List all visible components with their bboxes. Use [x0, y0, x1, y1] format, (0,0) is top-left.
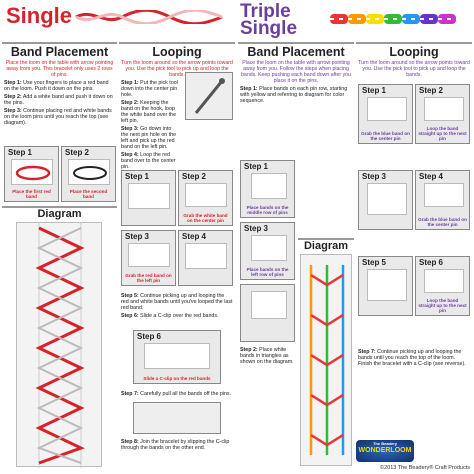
step-illustration: Step 3 [358, 170, 413, 230]
single-bracelet-image [74, 10, 224, 24]
step-illustration: Step 1 [121, 170, 176, 226]
step-illustration: Step 1 Grab the blue band on the center pin [358, 84, 413, 144]
step-illustration: Step 3 Grab the red band on the left pin [121, 230, 176, 286]
step-text: Step 4: Loop the red band over to the center pin. [121, 152, 176, 170]
looping-single-section [119, 42, 235, 472]
band-placement-triple-section [238, 42, 354, 472]
step-illustration: Step 6 Loop the band straight up to the next pin [415, 256, 470, 316]
step-illustration: Step 2 Grab the white band on the center pin [178, 170, 233, 226]
copyright-text: ©2013 The Beadery® Craft Products [380, 465, 470, 471]
title-triple-single: Triple Single [240, 1, 298, 39]
step-text: Step 7: Carefully pull all the bands off the pins. [121, 391, 232, 397]
step-illustration: Step 2 Place the second band [61, 146, 116, 202]
step-text: Step 8: Join the bracelet by slipping the C-clip through the bands on the other end. [121, 439, 230, 451]
step-illustration [240, 284, 295, 342]
step-text: Step 5: Continue picking up and looping the red and white bands until you've looped the last red band. [121, 293, 233, 311]
step-illustration: Step 1 Place the first red band [4, 146, 59, 202]
single-loom-diagram [16, 222, 102, 467]
step-illustration: Step 2 Loop the band straight up to the next pin [415, 84, 470, 144]
step-illustration: Step 1 Place bands on the middle row of pins [240, 160, 295, 218]
step-text: Step 2: Add a white band and push it down on the pins. [4, 94, 113, 106]
logo [4, 372, 54, 412]
diagram-heading: Diagram [298, 238, 354, 252]
step-text: Step 1: Place bands on each pin row, starting with yellow and referring to diagram for color sequence. [240, 86, 348, 104]
step-text: Step 3: Continue placing red and white bands on the loom pins until you reach the top (see diagram). [4, 108, 112, 126]
band-placement-intro: Place the loom on the table with arrow pointing away from you. This bracelet only uses 2 rows of pins. [5, 60, 114, 78]
looping-heading: Looping [119, 42, 235, 59]
step-illustration: Step 6 Slide a C-clip on the red bands [133, 330, 221, 384]
looping-heading: Looping [356, 42, 472, 59]
bracelet-illustration [133, 402, 221, 434]
looping-intro: Turn the loom around so the arrow points toward you. Use the pick tool to pick up and loop the bands. [358, 60, 470, 78]
step-text: Step 7: Continue picking up and looping the bands until you reach the top of the loom. Finish the bracelet with a C-clip (see reverse). [358, 349, 466, 367]
step-illustration: Step 5 [358, 256, 413, 316]
step-illustration: Step 3 Place bands on the left row of pins [240, 222, 295, 280]
step-text: Step 2: Place white bands in triangles as shown on the diagram. [240, 347, 294, 365]
step-text: Step 6: Slide a C-clip over the red bands. [121, 313, 219, 319]
step-illustration: Step 4 Grab the blue band on the center pin [415, 170, 470, 230]
pick-tool-illustration [185, 72, 233, 120]
step-text: Step 1: Put the pick tool down into the center pin hole. [121, 80, 178, 98]
step-text: Step 1: Use your fingers to place a red band on the loom. Push it down on the pins. [4, 80, 109, 92]
wonderloom-logo: The Beadery WONDERLOOM [356, 440, 414, 462]
diagram-heading: Diagram [2, 206, 117, 220]
step-text: Step 2: Keeping the band on the hook, loop the white band over the left pin. [121, 100, 177, 124]
band-placement-heading: Band Placement [238, 42, 354, 59]
title-single: Single [6, 3, 73, 28]
step-text: Step 3: Go down into the next pin hole on the left and pick up the red band on the left pin. [121, 126, 177, 150]
looping-triple-section [356, 42, 472, 472]
triple-loom-diagram [300, 254, 352, 466]
band-placement-intro: Place the loom on the table with arrow pointing away from you. Follow the steps when placing bands. Keep pushing each band down after you place it on the pins. [241, 60, 351, 84]
triple-bracelet-image [325, 4, 470, 34]
step-illustration: Step 4 [178, 230, 233, 286]
band-placement-heading: Band Placement [2, 42, 117, 59]
looping-intro: Turn the loom around so the arrow points toward you. Use the pick tool to pick up and loop the bands. [121, 60, 233, 78]
